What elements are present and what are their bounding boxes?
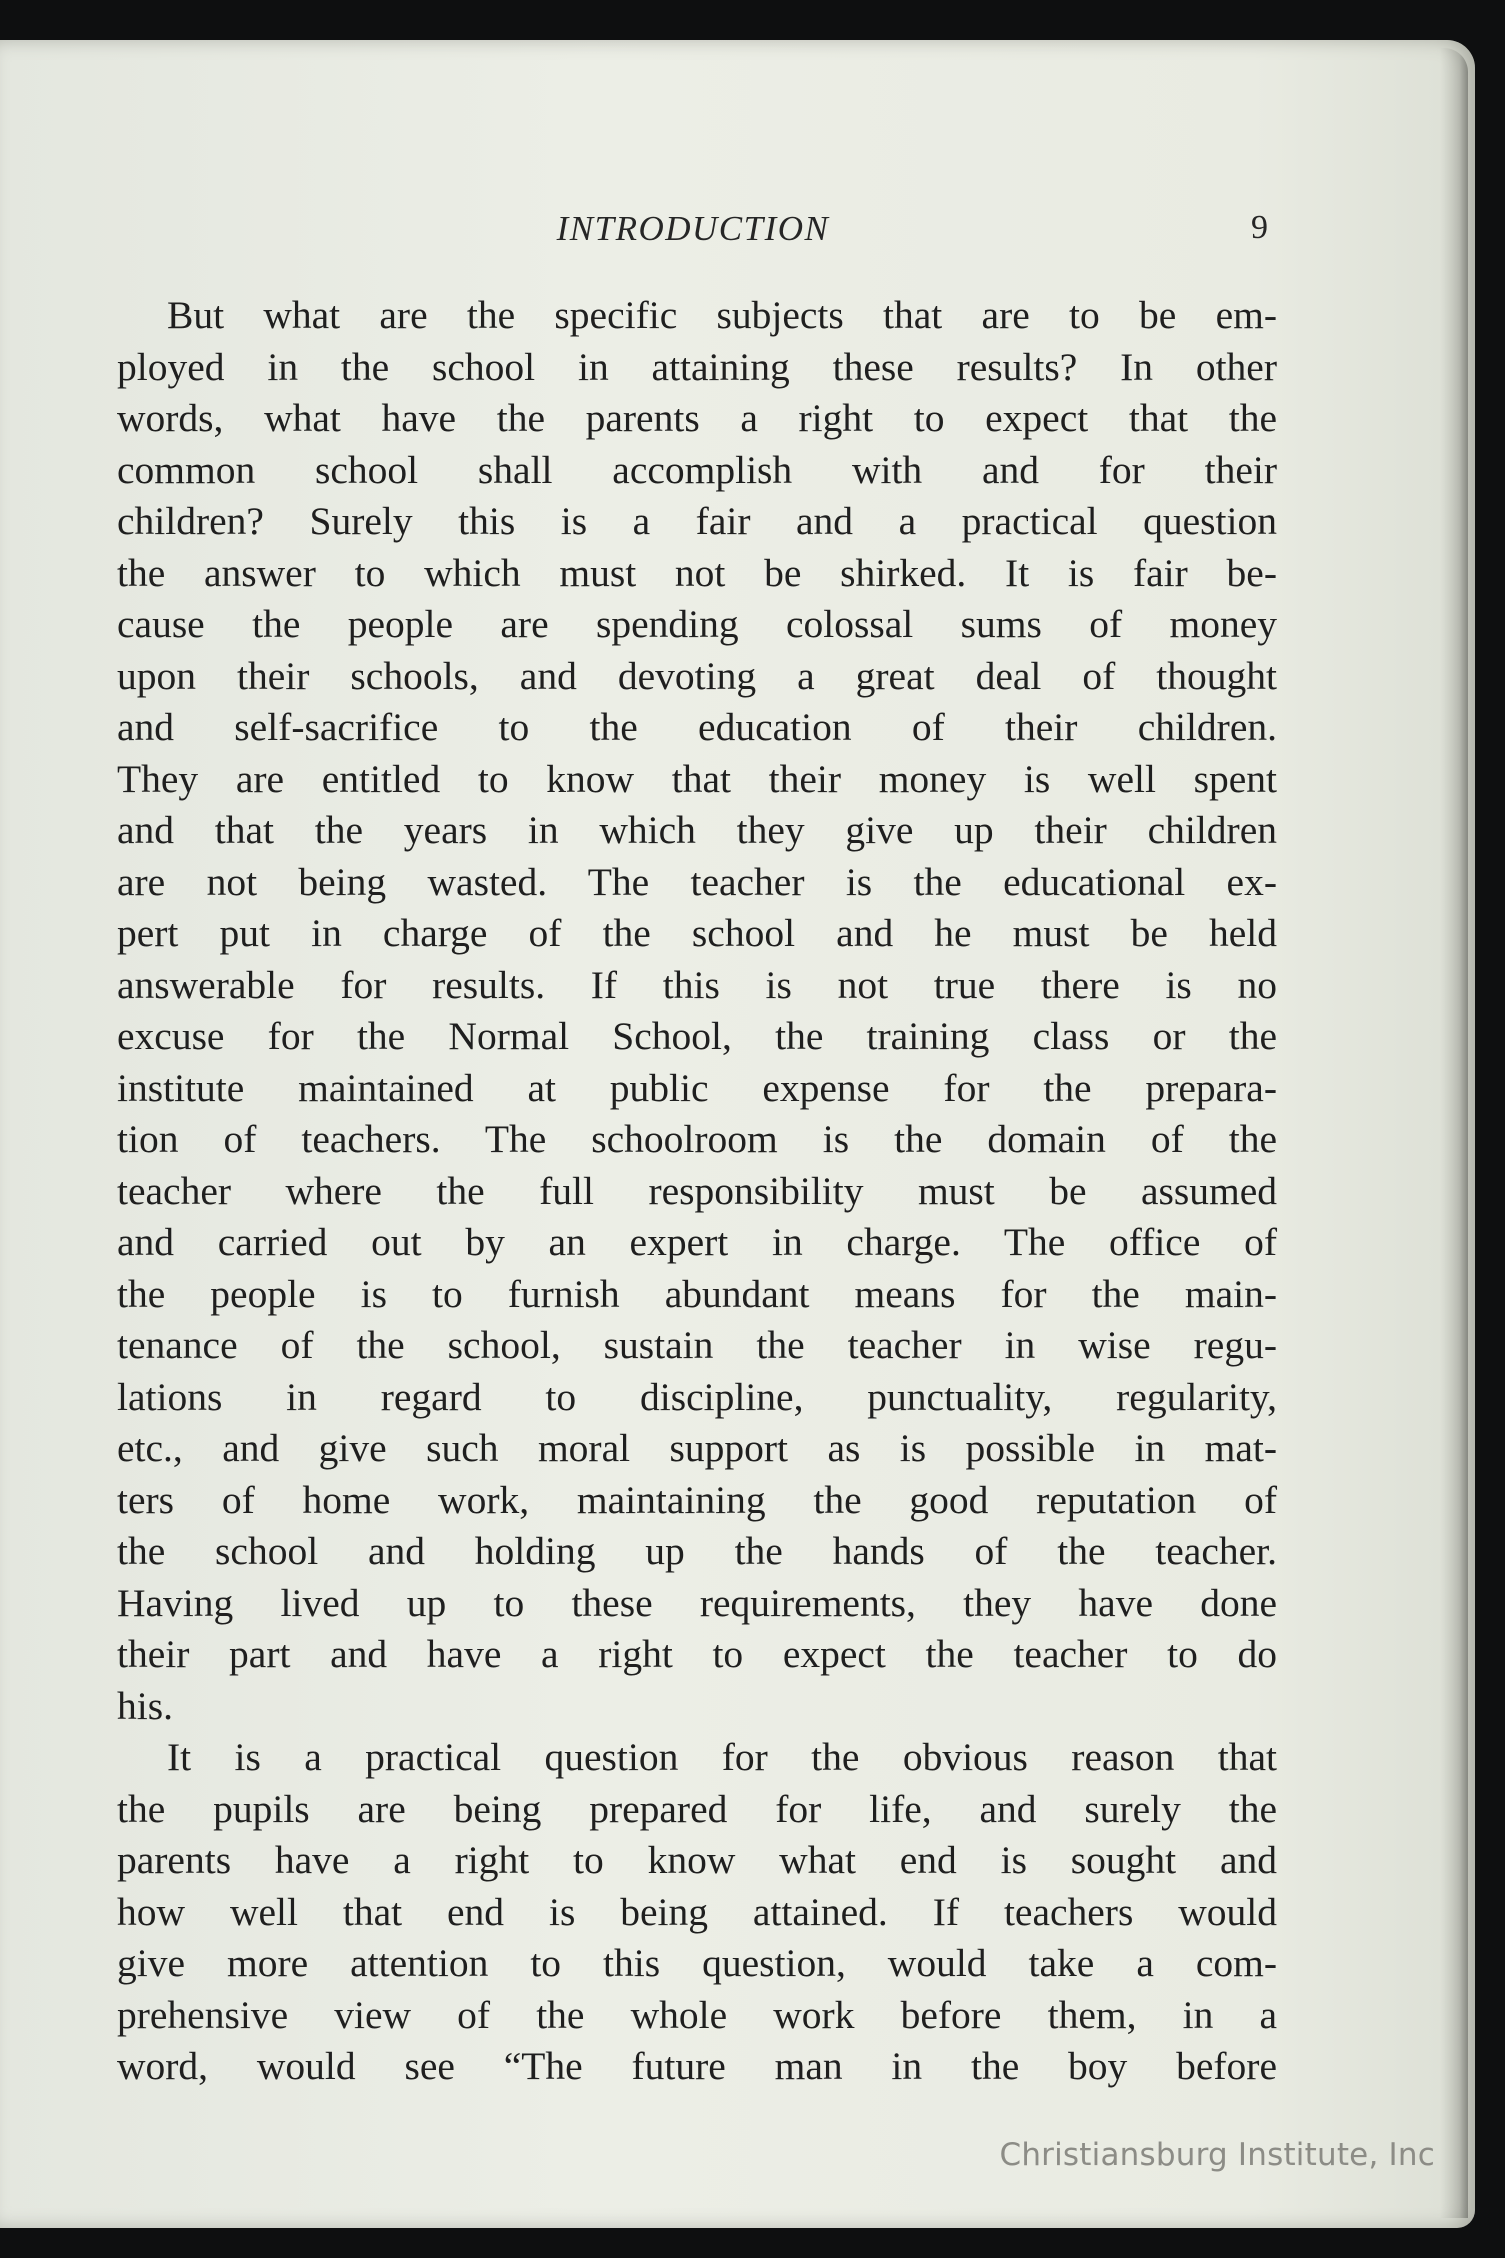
text-line: the pupils are being prepared for life, and surely the	[117, 1786, 1277, 1831]
text-line: their part and have a right to expect the teacher to do	[117, 1632, 1277, 1676]
paragraph-1	[117, 290, 1277, 1732]
text-line: They are entitled to know that their money is well spent	[117, 756, 1277, 801]
watermark: Christiansburg Institute, Inc	[999, 2137, 1435, 2173]
text-line: words, what have the parents a right to expect that the	[117, 396, 1277, 440]
text-line: teacher where the full responsibility must be assumed	[117, 1168, 1277, 1213]
running-header	[118, 205, 1268, 261]
text-line: how well that end is being attained. If teachers would	[117, 1889, 1277, 1934]
text-line: answerable for results. If this is not true there is no	[117, 962, 1277, 1007]
paragraph-2	[117, 1732, 1277, 2093]
text-line: pert put in charge of the school and he must be held	[117, 911, 1277, 955]
text-line: lations in regard to discipline, punctuality, regularity,	[117, 1374, 1277, 1419]
text-line: and self-sacrifice to the education of their children.	[117, 705, 1277, 749]
text-line: But what are the specific subjects that are to be em-	[167, 293, 1277, 337]
text-line: institute maintained at public expense for the prepara-	[117, 1065, 1277, 1110]
text-line: tenance of the school, sustain the teacher in wise regu-	[117, 1323, 1277, 1367]
text-line: ters of home work, maintaining the good reputation of	[117, 1477, 1277, 1522]
text-line: and carried out by an expert in charge. The office of	[117, 1220, 1277, 1264]
text-line: etc., and give such moral support as is possible in mat-	[117, 1426, 1277, 1470]
running-title: INTRODUCTION	[556, 209, 830, 248]
text-line: Having lived up to these requirements, they have done	[117, 1580, 1277, 1625]
text-line: prehensive view of the whole work before them, in a	[117, 1992, 1277, 2037]
text-line: and that the years in which they give up their children	[117, 808, 1277, 852]
text-line: his.	[117, 1683, 173, 1728]
text-line: common school shall accomplish with and for their	[117, 447, 1277, 492]
text-line: cause the people are spending colossal sums of money	[117, 602, 1277, 646]
body-text	[117, 290, 1277, 2093]
text-line: parents have a right to know what end is sought and	[117, 1838, 1277, 1882]
text-line: It is a practical question for the obvious reason that	[167, 1735, 1277, 1779]
text-line: word, would see “The future man in the boy before	[117, 2044, 1277, 2088]
text-line: are not being wasted. The teacher is the educational ex-	[117, 859, 1277, 904]
text-line: excuse for the Normal School, the training class or the	[117, 1014, 1277, 1058]
text-line: upon their schools, and devoting a great deal of thought	[117, 653, 1277, 698]
page-edge-shadow	[1440, 48, 1468, 2218]
text-line: the people is to furnish abundant means for the main-	[117, 1271, 1277, 1316]
text-line: children? Surely this is a fair and a practical question	[117, 499, 1277, 543]
text-line: the school and holding up the hands of the teacher.	[117, 1529, 1277, 1573]
text-line: ployed in the school in attaining these results? In other	[117, 344, 1277, 389]
text-line: the answer to which must not be shirked. It is fair be-	[117, 550, 1277, 595]
book-page	[0, 40, 1475, 2228]
page-number: 9	[1251, 209, 1268, 246]
text-line: give more attention to this question, would take a com-	[117, 1941, 1277, 1985]
text-line: tion of teachers. The schoolroom is the domain of the	[117, 1117, 1277, 1161]
